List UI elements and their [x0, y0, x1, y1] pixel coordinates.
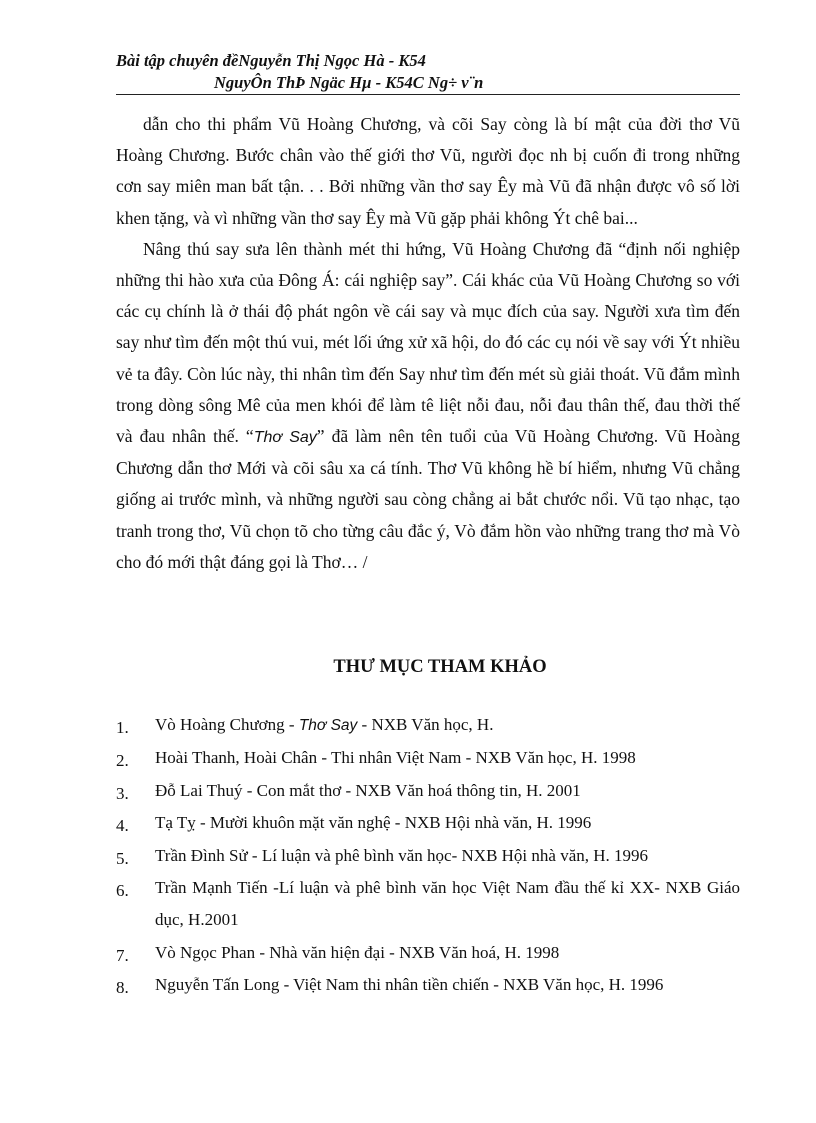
reference-text: Tạ Tỵ - Mười khuôn mặt văn nghệ - NXB Hội nhà văn, H. 1996: [155, 813, 592, 833]
reference-number: 4.: [116, 816, 129, 836]
reference-number: 3.: [116, 783, 129, 803]
reference-text: Trần Đình Sử - Lí luận và phê bình văn học- NXB Hội nhà văn, H. 1996: [155, 845, 649, 865]
reference-number: 8.: [116, 978, 129, 998]
paragraph-2-part-1: Nâng thú say sưa lên thành mét thi hứng, Vũ Hoàng Chương đã “định nối nghiệp những thi hào xưa của Đông Á: cái nghiệp say”. Cái khác của Vũ Hoàng Chương so với các cụ chính là ở thái độ phát ngôn về cái say và mục đích của say. Người xưa tìm đến say như tìm đến một thú vui, mét lối ứng xử xã hội, do đó các cụ nói về say với Ýt nhiều vẻ ta đây. Còn lúc này, thi nhân tìm đến Say như tìm đến mét sù giải thoát. Vũ đắm mình trong dòng sông Mê của men khói để làm tê liệt nỗi đau, nỗi đau thân thế, đau thời thế và đau nhân thế. “: [116, 238, 740, 447]
reference-item: [116, 807, 740, 839]
reference-number: 5.: [116, 848, 129, 868]
header-line-1: Bài tập chuyên đềNguyễn Thị Ngọc Hà - K54: [116, 51, 426, 70]
page-header: [116, 50, 740, 94]
reference-text: Trần Mạnh Tiến -Lí luận và phê bình văn học Việt Nam đầu thế kỉ XX- NXB Giáo dục, H.2001: [155, 878, 740, 930]
section-title: THƯ MỤC THAM KHẢO: [333, 657, 547, 677]
reference-item: [116, 775, 740, 807]
reference-text: Nguyễn Tấn Long - Việt Nam thi nhân tiền chiến - NXB Văn học, H. 1996: [155, 975, 664, 995]
reference-number: 2.: [116, 751, 129, 771]
header-line-2: NguyÔn ThÞ Ngäc Hµ - K54C Ng÷ v¨n: [214, 73, 484, 92]
reference-item: [116, 840, 740, 872]
reference-number: 1.: [116, 718, 129, 737]
body-text: [116, 109, 740, 578]
header-divider: [116, 94, 740, 95]
paragraph-2: [116, 234, 740, 578]
paragraph-1: dẫn cho thi phẩm Vũ Hoàng Chương, và cõi Say còng là bí mật của đời thơ Vũ Hoàng Chương. Bước chân vào thế giới thơ Vũ, người đọc nh bị cuốn đi trong những cơn say miên man bất tận. . . Bởi những vần thơ say Êy mà Vũ đã nhận được vô số lời khen tặng, và vì những vần thơ say Êy mà Vũ gặp phải không Ýt chê bai...: [116, 114, 740, 228]
reference-italic-title: Thơ Say: [298, 717, 358, 734]
reference-item: [116, 742, 740, 774]
reference-number: 6.: [116, 881, 129, 901]
reference-item: [116, 709, 740, 742]
paragraph-2-title-italic: Thơ Say: [253, 429, 317, 447]
reference-text: Vò Hoàng Chương -: [155, 715, 299, 734]
reference-text: Đỗ Lai Thuý - Con mắt thơ - NXB Văn hoá thông tin, H. 2001: [155, 780, 581, 800]
reference-item: [116, 969, 740, 1001]
paragraph-2-part-2: ” đã làm nên tên tuổi của Vũ Hoàng Chương. Vũ Hoàng Chương dẫn thơ Mới và cõi sâu xa cá tính. Thơ Vũ không hề bí hiểm, nhưng Vũ chẳng giống ai trước mình, và những người sau còng chẳng ai bắt chước nổi. Vũ tạo nhạc, tạo tranh trong thơ, Vũ chọn tõ cho từng câu đắc ý, Vò đắm hồn vào những trang thơ mà Vò cho đó mới thật đáng gọi là Thơ… /: [116, 426, 740, 572]
reference-text: Hoài Thanh, Hoài Chân - Thi nhân Việt Nam - NXB Văn học, H. 1998: [155, 748, 636, 768]
reference-list: [116, 709, 740, 1002]
reference-text-tail: - NXB Văn học, H.: [357, 715, 494, 734]
reference-number: 7.: [116, 945, 129, 965]
reference-item: [116, 937, 740, 969]
reference-text: Vò Ngọc Phan - Nhà văn hiện đại - NXB Văn hoá, H. 1998: [155, 942, 560, 962]
reference-item: [116, 872, 740, 937]
